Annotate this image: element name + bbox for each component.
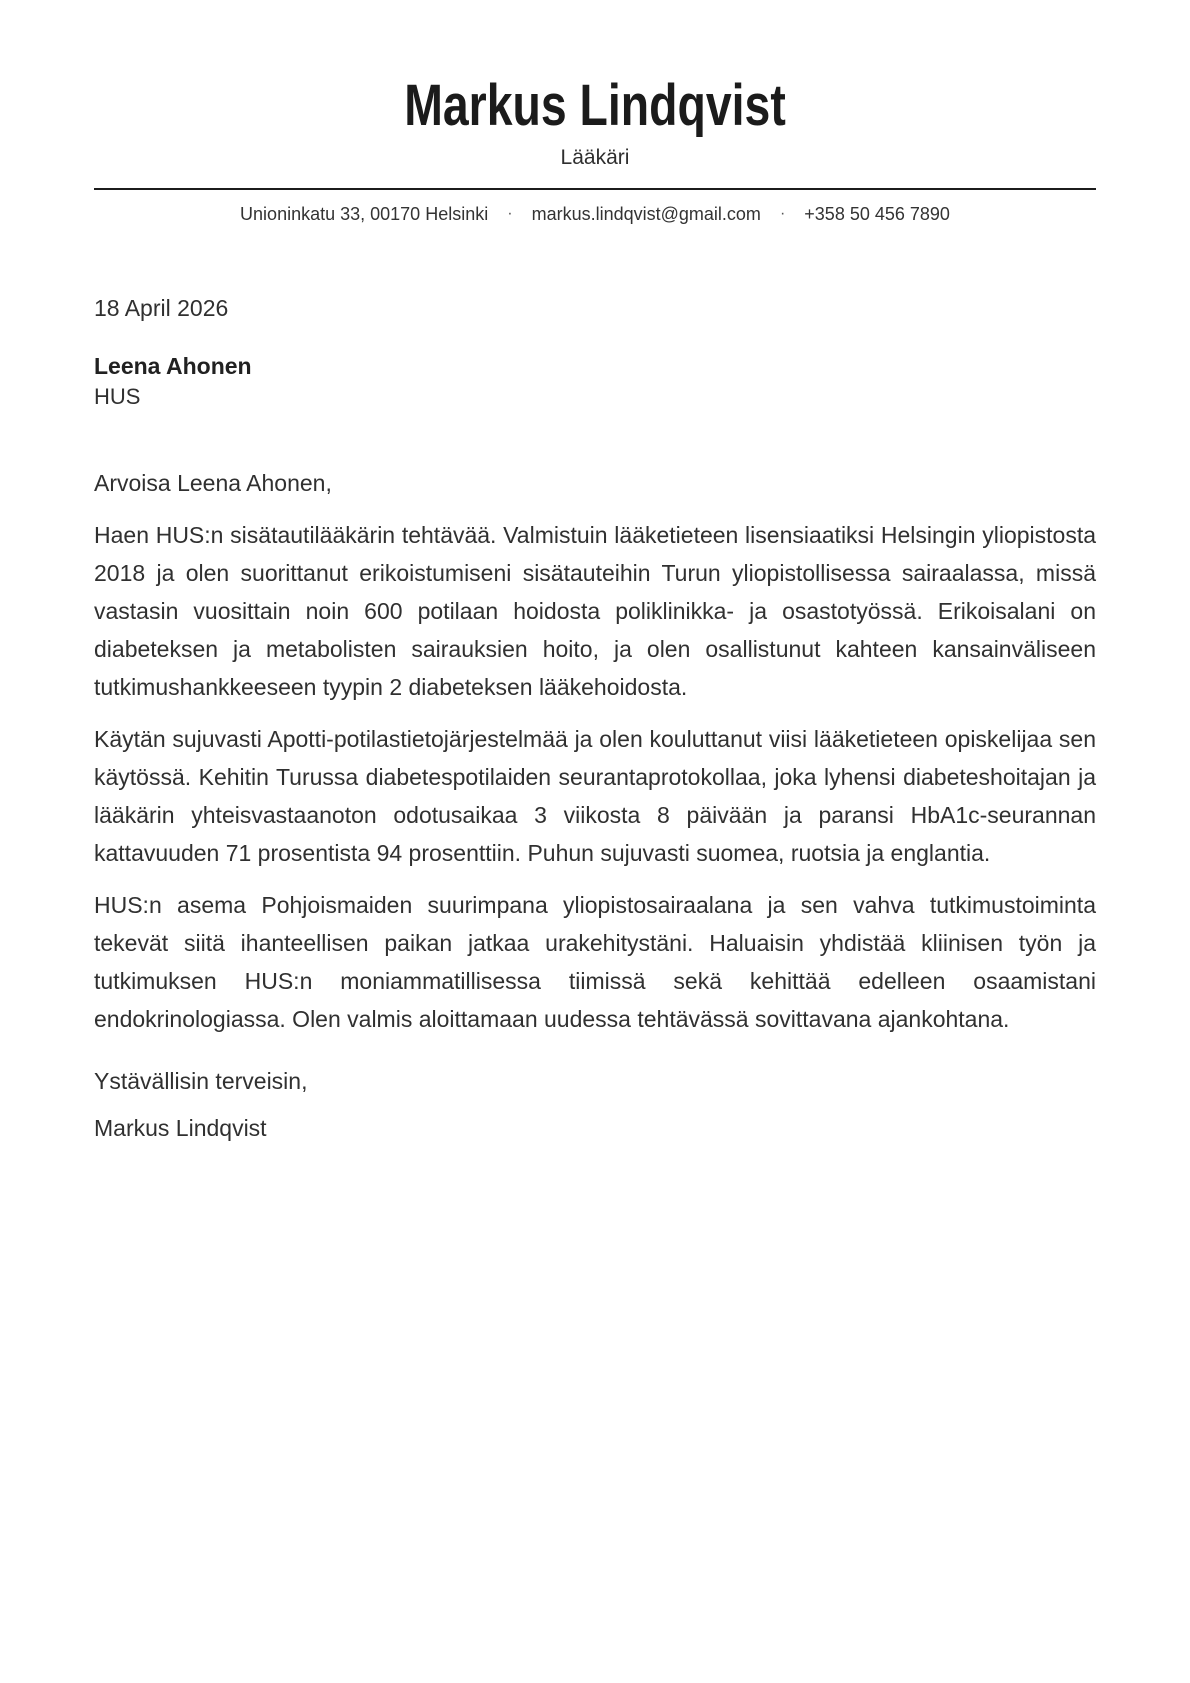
body-paragraph-2: Käytän sujuvasti Apotti-potilastietojärjestelmää ja olen kouluttanut viisi lääketieteen opiskelijaa sen käytössä. Kehitin Turussa diabetespotilaiden seurantaprotokollaa, joka lyhensi diabeteshoitajan ja lääkärin yhteisvastaanoton odotusaikaa 3 viikosta 8 päivään ja paransi HbA1c-seurannan kattavuuden 71 prosentista 94 prosenttiin. Puhun sujuvasti suomea, ruotsia ja englantia. (94, 725, 1096, 866)
page-title: Markus Lindqvist (404, 73, 786, 138)
letter-date: 18 April 2026 (94, 294, 229, 321)
recipient-name: Leena Ahonen (94, 352, 252, 379)
contact-separator-dot: · (507, 204, 513, 222)
signature-name: Markus Lindqvist (94, 1114, 267, 1141)
contact-email: markus.lindqvist@gmail.com (531, 203, 761, 224)
recipient-organization: HUS (94, 383, 141, 409)
contact-separator-dot: · (779, 204, 786, 222)
letter-body (94, 295, 1096, 1147)
salutation: Arvoisa Leena Ahonen, (94, 469, 332, 496)
letter-header (94, 74, 1096, 225)
body-paragraph-3: HUS:n asema Pohjoismaiden suurimpana yliopistosairaalana ja sen vahva tutkimustoiminta tekevät siitä ihanteellisen paikan jatkaa urakehitystäni. Haluaisin yhdistää kliinisen työn ja tutkimuksen HUS:n moniammatillisessa tiimissä sekä kehittää edelleen osaamistani endokrinologiassa. Olen valmis aloittamaan uudessa tehtävässä sovittavana ajankohtana. (94, 891, 1096, 1032)
contact-line (94, 204, 1096, 225)
closing-phrase: Ystävällisin terveisin, (94, 1067, 308, 1094)
recipient-block (94, 350, 1096, 412)
header-divider (94, 188, 1096, 190)
body-paragraph-1: Haen HUS:n sisätautilääkärin tehtävää. Valmistuin lääketieteen lisensiaatiksi Helsingin yliopistosta 2018 ja olen suorittanut erikoistumiseni sisätauteihin Turun yliopistollisessa sairaalassa, missä vastasin vuosittain noin 600 potilaan hoidosta poliklinikka- ja osastotyössä. Erikoisalani on diabeteksen ja metabolisten sairauksien hoito, ja olen osallistunut kahteen kansainväliseen tutkimushankkeeseen tyypin 2 diabeteksen lääkehoidosta. (94, 521, 1096, 700)
contact-phone: +358 50 456 7890 (804, 203, 950, 224)
job-title: Lääkäri (560, 145, 630, 169)
contact-address: Unioninkatu 33, 00170 Helsinki (240, 203, 489, 224)
